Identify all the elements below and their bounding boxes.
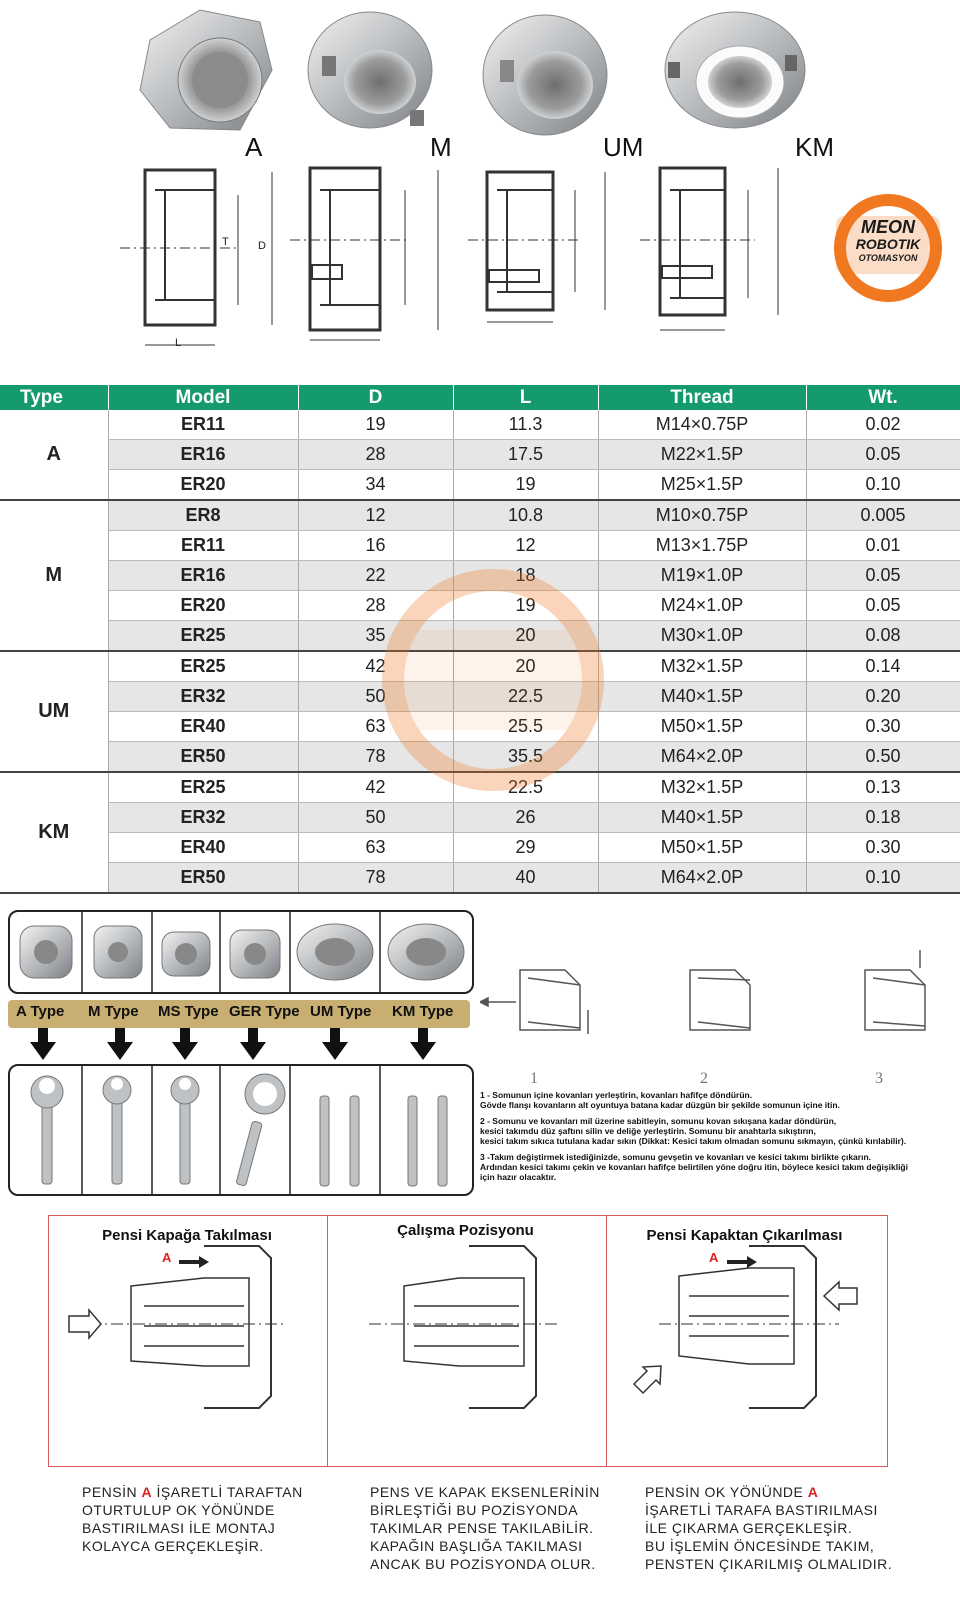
- d-cell: 35: [298, 621, 453, 652]
- step3-line1: 3 -Takım değiştirmek istediğinizde, somunu gevşetin ve kovanları ve kesici takımı birlikte çıkarın.: [480, 1152, 871, 1162]
- l-cell: 25.5: [453, 712, 598, 742]
- type-label-ms: MS Type: [158, 1003, 219, 1020]
- marker-a-label: A: [162, 1250, 172, 1265]
- step2-line1: 2 - Somunu ve kovanları mil üzerine sabitleyin, somunu kovan sıkışana kadar döndürün,: [480, 1116, 837, 1126]
- type-label-um: UM Type: [310, 1003, 372, 1020]
- pointer-arrows: [179, 1256, 757, 1268]
- step2-line3: kesici takım sıkıca tutulana kadar sıkın (Dikkat: Kesici takım olmadan somunu sıkmayın, çünkü kırılabilir).: [480, 1136, 907, 1146]
- thread-cell: M25×1.5P: [598, 470, 806, 501]
- caption3-line4: BU İŞLEMİN ÖNCESİNDE TAKIM,: [645, 1538, 875, 1554]
- table-row: [0, 440, 960, 470]
- model-cell: ER40: [108, 712, 298, 742]
- dim-label-t: T: [222, 236, 229, 248]
- table-header-row: [0, 385, 960, 410]
- down-arrows: [8, 1028, 470, 1064]
- model-cell: ER16: [108, 440, 298, 470]
- collet-mounting-panels: [48, 1215, 888, 1467]
- l-cell: 20: [453, 651, 598, 682]
- dim-label-l: L: [175, 337, 182, 349]
- thread-cell: M30×1.0P: [598, 621, 806, 652]
- nut-label-um: UM: [603, 132, 644, 162]
- type-cell: M: [0, 500, 108, 651]
- table-row: [0, 621, 960, 652]
- table-row: [0, 682, 960, 712]
- table-row: [0, 531, 960, 561]
- caption2-line2: BİRLEŞTİĞİ BU POZİSYONDA: [370, 1502, 579, 1518]
- l-cell: 22.5: [453, 682, 598, 712]
- model-cell: ER16: [108, 561, 298, 591]
- caption2-line3: TAKIMLAR PENSE TAKILABİLİR.: [370, 1520, 594, 1536]
- instruction-step-3: [480, 1152, 960, 1182]
- table-row: [0, 803, 960, 833]
- logo-line3: OTOMASYON: [858, 253, 918, 263]
- marker-a-label: A: [709, 1250, 719, 1265]
- d-cell: 78: [298, 742, 453, 773]
- step3-line3: için hazır olacaktır.: [480, 1172, 557, 1182]
- wt-cell: 0.005: [806, 500, 960, 531]
- model-cell: ER50: [108, 863, 298, 894]
- l-cell: 17.5: [453, 440, 598, 470]
- table-row: [0, 863, 960, 894]
- nut-label-km: KM: [795, 132, 834, 162]
- l-cell: 19: [453, 470, 598, 501]
- thread-cell: M40×1.5P: [598, 682, 806, 712]
- wt-cell: 0.05: [806, 440, 960, 470]
- l-cell: 26: [453, 803, 598, 833]
- thread-cell: M13×1.75P: [598, 531, 806, 561]
- caption3-line5: PENSTEN ÇIKARILMIŞ OLMALIDIR.: [645, 1556, 893, 1572]
- thread-cell: M64×2.0P: [598, 742, 806, 773]
- caption2-line5: ANCAK BU POZİSYONDA OLUR.: [370, 1556, 596, 1572]
- nut-types-photos: [10, 912, 472, 992]
- wt-cell: 0.30: [806, 833, 960, 863]
- nut-photo-um: [483, 15, 607, 135]
- d-cell: 42: [298, 651, 453, 682]
- thread-cell: M24×1.0P: [598, 591, 806, 621]
- table-row: [0, 742, 960, 773]
- collet-steps-diagram: [480, 950, 960, 1060]
- drawing-um: [468, 172, 605, 322]
- caption3-line2: İŞARETLİ TARAFA BASTIRILMASI: [645, 1502, 878, 1518]
- d-cell: 63: [298, 833, 453, 863]
- d-cell: 50: [298, 682, 453, 712]
- panel-title-remove: Pensi Kapaktan Çıkarılması: [646, 1227, 843, 1244]
- thread-cell: M22×1.5P: [598, 440, 806, 470]
- model-cell: ER50: [108, 742, 298, 773]
- model-cell: ER32: [108, 682, 298, 712]
- d-cell: 19: [298, 410, 453, 440]
- d-cell: 22: [298, 561, 453, 591]
- caption-insert: [82, 1483, 303, 1555]
- nut-illustrations: [0, 0, 960, 385]
- panel-title-insert: Pensi Kapağa Takılması: [102, 1227, 272, 1244]
- l-cell: 22.5: [453, 772, 598, 803]
- logo-line1: MEON: [861, 217, 915, 237]
- spec-table: [0, 385, 960, 894]
- wt-cell: 0.02: [806, 410, 960, 440]
- l-cell: 35.5: [453, 742, 598, 773]
- thread-cell: M10×0.75P: [598, 500, 806, 531]
- model-cell: ER20: [108, 591, 298, 621]
- model-cell: ER40: [108, 833, 298, 863]
- step1-line1: 1 - Somunun içine kovanları yerleştirin, kovanları hafifçe döndürün.: [480, 1090, 753, 1100]
- caption1-line1c: İŞARETLİ TARAFTAN: [152, 1484, 303, 1500]
- caption1-marker: A: [141, 1484, 153, 1500]
- arrow-down-icon: [107, 1028, 133, 1060]
- model-cell: ER8: [108, 500, 298, 531]
- nut-label-a: A: [245, 132, 263, 162]
- model-cell: ER25: [108, 772, 298, 803]
- caption3-line3: İLE ÇIKARMA GERÇEKLEŞİR.: [645, 1520, 853, 1536]
- l-cell: 40: [453, 863, 598, 894]
- arrow-down-icon: [322, 1028, 348, 1060]
- l-cell: 12: [453, 531, 598, 561]
- thread-cell: M50×1.5P: [598, 712, 806, 742]
- nut-photo-m: [308, 12, 432, 128]
- type-cell: UM: [0, 651, 108, 772]
- assembly-instructions: [480, 1090, 960, 1188]
- panel-title-working: Çalışma Pozisyonu: [397, 1222, 534, 1239]
- table-row: [0, 591, 960, 621]
- col-header-l: L: [453, 385, 598, 410]
- d-cell: 28: [298, 440, 453, 470]
- col-header-type: Type: [0, 385, 108, 410]
- wt-cell: 0.10: [806, 470, 960, 501]
- col-header-thread: Thread: [598, 385, 806, 410]
- nut-photo-km: [665, 12, 805, 128]
- d-cell: 16: [298, 531, 453, 561]
- wt-cell: 0.13: [806, 772, 960, 803]
- caption3-marker: A: [807, 1484, 819, 1500]
- caption2-line1: PENS VE KAPAK EKSENLERİNİN: [370, 1484, 600, 1500]
- nut-photo-a: [140, 10, 272, 130]
- drawing-m: [290, 168, 438, 340]
- table-row: [0, 561, 960, 591]
- table-row: [0, 500, 960, 531]
- table-row: [0, 410, 960, 440]
- step-number-2: 2: [700, 1070, 708, 1087]
- spec-table-body: [0, 410, 960, 893]
- model-cell: ER11: [108, 410, 298, 440]
- thread-cell: M32×1.5P: [598, 772, 806, 803]
- caption2-line4: KAPAĞIN BAŞLIĞA TAKILMASI: [370, 1538, 583, 1554]
- table-row: [0, 772, 960, 803]
- dim-label-d: D: [258, 240, 266, 252]
- step-number-1: 1: [530, 1070, 538, 1087]
- type-label-a: A Type: [16, 1003, 65, 1020]
- wt-cell: 0.05: [806, 591, 960, 621]
- nut-types-figure: [0, 0, 960, 385]
- d-cell: 12: [298, 500, 453, 531]
- collet-diagrams: [49, 1216, 887, 1466]
- type-cell: A: [0, 410, 108, 500]
- step-number-3: 3: [875, 1070, 883, 1087]
- d-cell: 28: [298, 591, 453, 621]
- wt-cell: 0.01: [806, 531, 960, 561]
- meon-logo: [832, 192, 944, 304]
- model-cell: ER20: [108, 470, 298, 501]
- d-cell: 78: [298, 863, 453, 894]
- thread-cell: M32×1.5P: [598, 651, 806, 682]
- model-cell: ER11: [108, 531, 298, 561]
- thread-cell: M19×1.0P: [598, 561, 806, 591]
- wt-cell: 0.20: [806, 682, 960, 712]
- instruction-step-2: [480, 1116, 960, 1146]
- instruction-step-1: [480, 1090, 960, 1110]
- caption-working: [370, 1483, 600, 1573]
- model-cell: ER25: [108, 651, 298, 682]
- d-cell: 63: [298, 712, 453, 742]
- wt-cell: 0.08: [806, 621, 960, 652]
- wt-cell: 0.30: [806, 712, 960, 742]
- d-cell: 42: [298, 772, 453, 803]
- thread-cell: M40×1.5P: [598, 803, 806, 833]
- step2-line2: kesici takımdu düz şaftını silin ve deliğe yerleştirin. Somunu bir anahtarla sıkıştırın,: [480, 1126, 816, 1136]
- drawing-a: [120, 170, 272, 345]
- thread-cell: M50×1.5P: [598, 833, 806, 863]
- arrow-down-icon: [30, 1028, 56, 1060]
- wt-cell: 0.10: [806, 863, 960, 894]
- type-label-m: M Type: [88, 1003, 139, 1020]
- wt-cell: 0.18: [806, 803, 960, 833]
- l-cell: 10.8: [453, 500, 598, 531]
- table-row: [0, 651, 960, 682]
- d-cell: 34: [298, 470, 453, 501]
- caption3-line1a: PENSİN OK YÖNÜNDE: [645, 1484, 808, 1500]
- table-row: [0, 833, 960, 863]
- caption-remove: [645, 1483, 892, 1573]
- model-cell: ER32: [108, 803, 298, 833]
- type-cell: KM: [0, 772, 108, 893]
- wt-cell: 0.50: [806, 742, 960, 773]
- type-label-ger: GER Type: [229, 1003, 300, 1020]
- caption1-line2: OTURTULUP OK YÖNÜNDE: [82, 1502, 275, 1518]
- type-label-km: KM Type: [392, 1003, 454, 1020]
- l-cell: 11.3: [453, 410, 598, 440]
- arrow-down-icon: [240, 1028, 266, 1060]
- step3-line2: Ardından kesici takımı çekin ve kovanları hafifçe belirtilen yöne doğru itin, böylece kesici takım değişikliği: [480, 1162, 908, 1172]
- caption1-line3: BASTIRILMASI İLE MONTAJ: [82, 1520, 276, 1536]
- l-cell: 29: [453, 833, 598, 863]
- arrow-down-icon: [410, 1028, 436, 1060]
- wrench-photo-strip: [8, 1064, 474, 1196]
- caption1-line4: KOLAYCA GERÇEKLEŞİR.: [82, 1538, 264, 1554]
- wt-cell: 0.05: [806, 561, 960, 591]
- arrow-down-icon: [172, 1028, 198, 1060]
- col-header-model: Model: [108, 385, 298, 410]
- thread-cell: M14×0.75P: [598, 410, 806, 440]
- nut-label-m: M: [430, 132, 452, 162]
- l-cell: 18: [453, 561, 598, 591]
- step1-line2: Gövde flanşı kovanların alt oyuntuya batana kadar düzgün bir şekilde somunun içine itin.: [480, 1100, 840, 1110]
- l-cell: 20: [453, 621, 598, 652]
- wt-cell: 0.14: [806, 651, 960, 682]
- table-row: [0, 470, 960, 501]
- col-header-d: D: [298, 385, 453, 410]
- l-cell: 19: [453, 591, 598, 621]
- wrench-icons: [10, 1066, 472, 1194]
- col-header-wt: Wt.: [806, 385, 960, 410]
- table-row: [0, 712, 960, 742]
- nut-types-photo-strip: [8, 910, 474, 994]
- thread-cell: M64×2.0P: [598, 863, 806, 894]
- logo-line2: ROBOTIK: [855, 236, 921, 252]
- caption1-line1a: PENSİN: [82, 1484, 142, 1500]
- model-cell: ER25: [108, 621, 298, 652]
- d-cell: 50: [298, 803, 453, 833]
- drawing-km: [640, 168, 778, 330]
